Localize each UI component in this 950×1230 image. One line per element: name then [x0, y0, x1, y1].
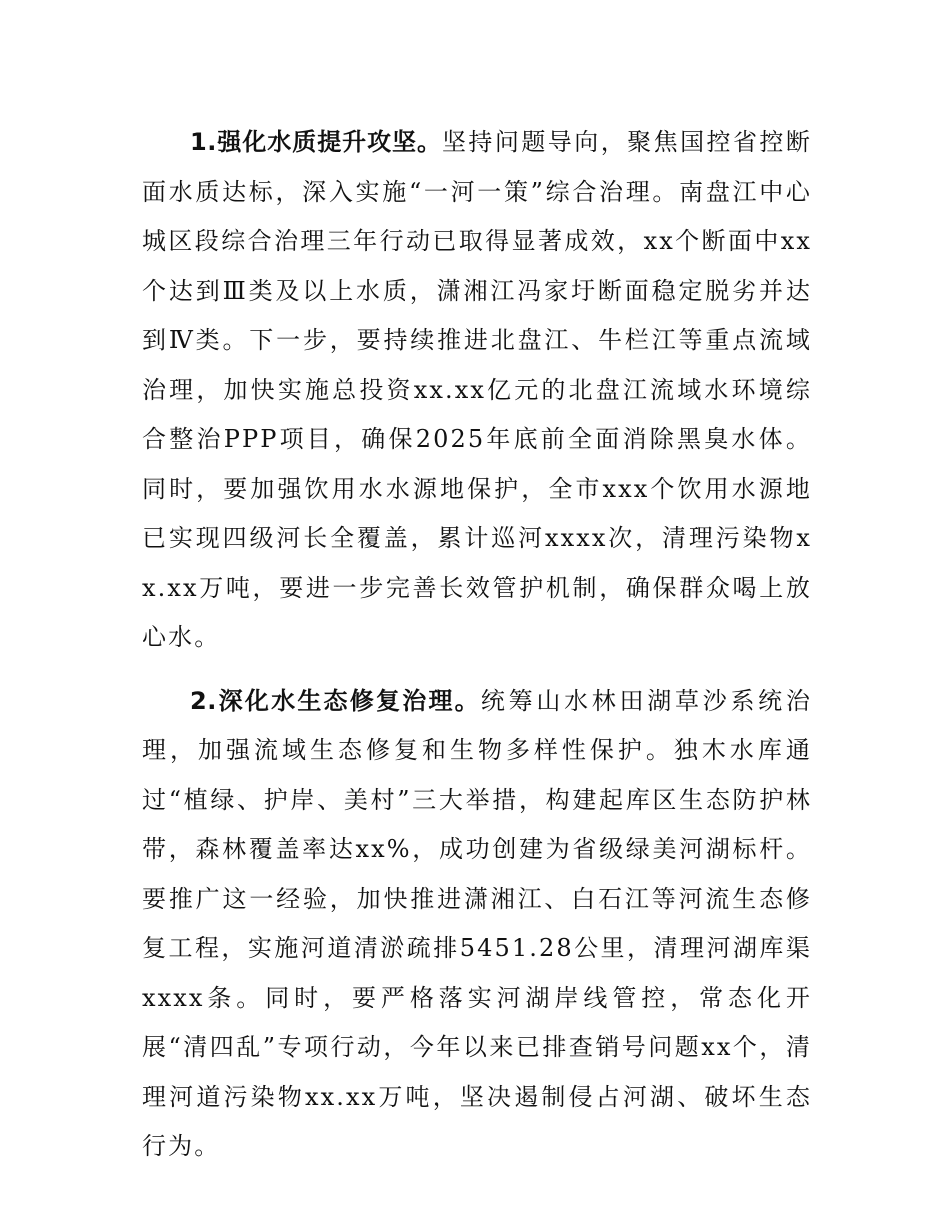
- paragraph-text: 坚持问题导向，聚焦国控省控断面水质达标，深入实施“一河一策”综合治理。南盘江中心城区段综合治理三年行动已取得显著成效，xx个断面中xx个达到Ⅲ类及以上水质，潇湘江冯家圩断面稳定脱劣并达到Ⅳ类。下一步，要持续推进北盘江、牛栏江等重点流域治理，加快实施总投资xx.xx亿元的北盘江流域水环境综合整治PPP项目，确保2025年底前全面消除黑臭水体。同时，要加强饮用水水源地保护，全市xxx个饮用水源地已实现四级河长全覆盖，累计巡河xxxx次，清理污染物xx.xx万吨，要进一步完善长效管护机制，确保群众喝上放心水。: [142, 128, 812, 651]
- document-body: [142, 118, 812, 1172]
- paragraph-text: 统筹山水林田湖草沙系统治理，加强流域生态修复和生物多样性保护。独木水库通过“植绿、护岸、美村”三大举措，构建起库区生态防护林带，森林覆盖率达xx%，成功创建为省级绿美河湖标杆。要推广这一经验，加快推进潇湘江、白石江等河流生态修复工程，实施河道清淤疏排5451.28公里，清理河湖库渠xxxx条。同时，要严格落实河湖岸线管控，常态化开展“清四乱”专项行动，今年以来已排查销号问题xx个，清理河道污染物xx.xx万吨，坚决遏制侵占河湖、破坏生态行为。: [142, 686, 812, 1160]
- paragraph-heading: 2.深化水生态修复治理。: [190, 686, 481, 715]
- paragraph-water-quality: [142, 118, 812, 663]
- paragraph-water-ecology: [142, 677, 812, 1172]
- paragraph-heading: 1.强化水质提升攻坚。: [190, 128, 442, 156]
